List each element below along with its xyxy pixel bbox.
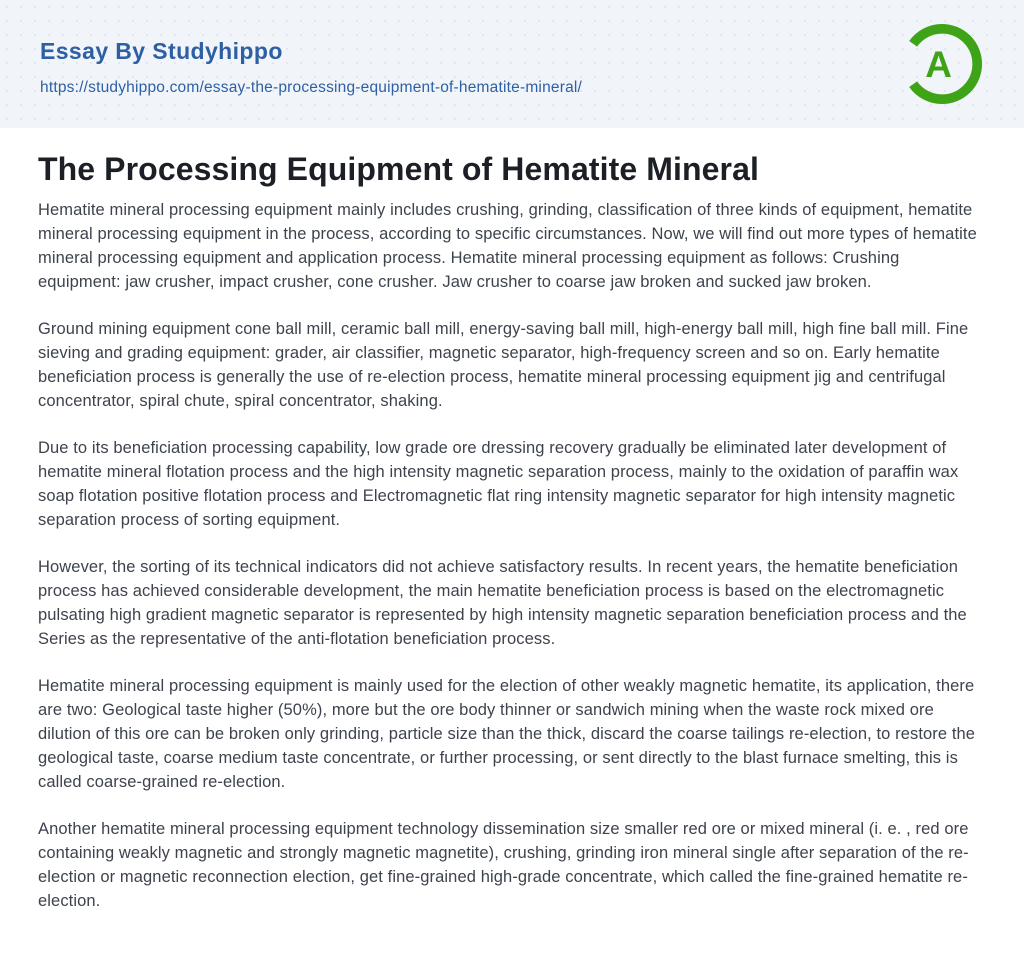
site-title: Essay By Studyhippo bbox=[40, 37, 283, 64]
essay-paragraph: Another hematite mineral processing equipment technology dissemination size smaller red ore or mixed mineral (i. e. , red ore containing weakly magnetic and strongly magnetic magnetite), crushing, grinding iron mineral single after separation of the re-election or magnetic reconnection election, get fine-grained high-grade concentrate, which called the fine-grained hematite re-election. bbox=[38, 820, 969, 911]
essay-paragraph: Hematite mineral processing equipment mainly includes crushing, grinding, classification of three kinds of equipment, hematite mineral processing equipment in the process, according to specific circumstances. Now, we will find out more types of hematite mineral processing equipment and application process. Hematite mineral processing equipment as follows: Crushing equipment: jaw crusher, impact crusher, cone crusher. Jaw crusher to coarse jaw broken and sucked jaw broken. bbox=[38, 201, 977, 292]
open-circle-arc-icon bbox=[898, 20, 986, 108]
essay-paragraph: Ground mining equipment cone ball mill, ceramic ball mill, energy-saving ball mill, high-energy ball mill, high fine ball mill. Fine sieving and grading equipment: grader, air classifier, magnetic separator, high-frequency screen and so on. Early hematite beneficiation process is generally the use of re-election process, hematite mineral processing equipment jig and centrifugal concentrator, spiral chute, spiral concentrator, shaking. bbox=[38, 320, 969, 411]
essay-article bbox=[0, 128, 1024, 913]
essay-body bbox=[38, 198, 986, 913]
page-title: The Processing Equipment of Hematite Mineral bbox=[38, 151, 759, 187]
studyhippo-logo bbox=[898, 20, 986, 108]
page-header bbox=[0, 0, 1024, 128]
logo-letter-a: A bbox=[925, 44, 952, 86]
essay-paragraph: However, the sorting of its technical indicators did not achieve satisfactory results. In recent years, the hematite beneficiation process has achieved considerable development, the main hematite beneficiation process is based on the electromagnetic pulsating high gradient magnetic separator is represented by high intensity magnetic separation beneficiation process and the Series as the representative of the anti-flotation beneficiation process. bbox=[38, 558, 967, 649]
essay-url-link[interactable]: https://studyhippo.com/essay-the-processing-equipment-of-hematite-mineral/ bbox=[40, 78, 583, 96]
essay-paragraph: Due to its beneficiation processing capability, low grade ore dressing recovery gradually be eliminated later development of hematite mineral flotation process and the high intensity magnetic separation process, mainly to the oxidation of paraffin wax soap flotation positive flotation process and Electromagnetic flat ring intensity magnetic separator for high intensity magnetic separation process of sorting equipment. bbox=[38, 439, 959, 530]
header-text-block bbox=[40, 32, 582, 97]
essay-paragraph: Hematite mineral processing equipment is mainly used for the election of other weakly magnetic hematite, its application, there are two: Geological taste higher (50%), more but the ore body thinner or sandwich mining when the waste rock mixed ore dilution of this ore can be broken only grinding, particle size than the thick, discard the coarse tailings re-election, to restore the geological taste, coarse medium taste concentrate, or further processing, or sent directly to the blast furnace smelting, this is called coarse-grained re-election. bbox=[38, 677, 976, 792]
